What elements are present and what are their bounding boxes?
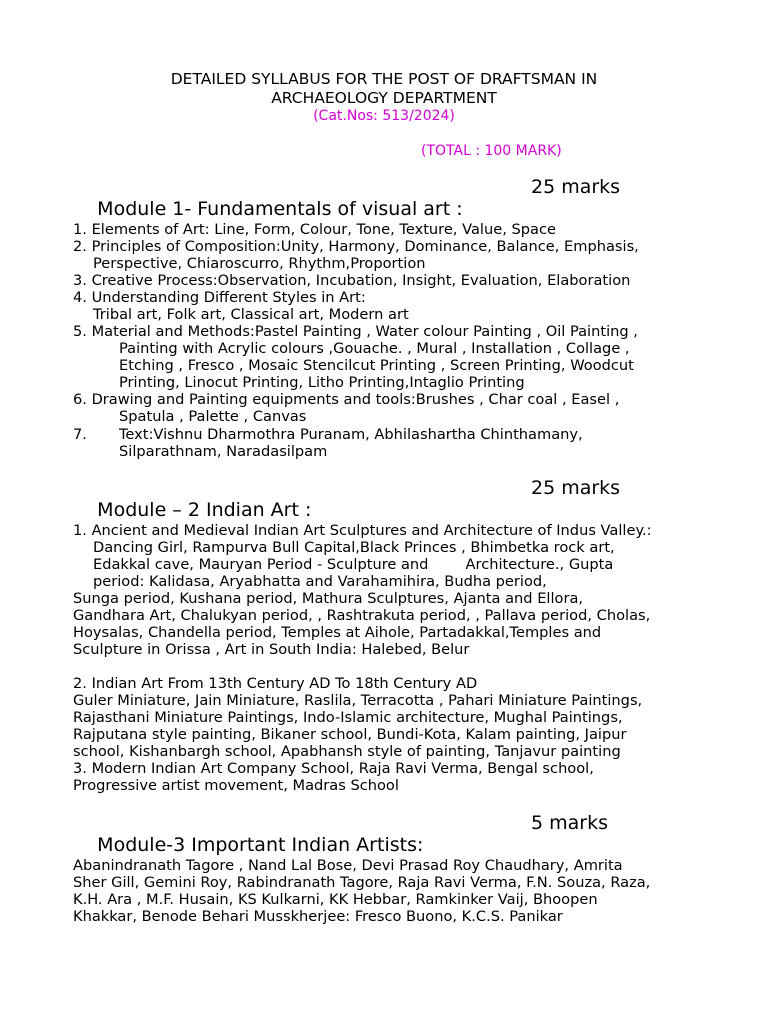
module-1-line: Silparathnam, Naradasilpam	[119, 443, 328, 460]
module-1-title: Module 1- Fundamentals of visual art :	[97, 198, 463, 220]
module-1-line: 2. Principles of Composition:Unity, Harmony, Dominance, Balance, Emphasis,	[73, 238, 639, 255]
module-1-marks: 25 marks	[531, 176, 621, 198]
module-2-line: Guler Miniature, Jain Miniature, Raslila, Terracotta , Pahari Miniature Paintings,	[73, 692, 643, 709]
module-1-line: Tribal art, Folk art, Classical art, Modern art	[93, 306, 409, 323]
module-1-line-number: 7.	[73, 426, 87, 443]
module-3-line: Khakkar, Benode Behari Musskherjee: Fresco Buono, K.C.S. Panikar	[73, 908, 563, 925]
module-1-line: Painting with Acrylic colours ,Gouache. , Mural , Installation , Collage ,	[119, 340, 630, 357]
module-2-marks: 25 marks	[531, 477, 621, 499]
module-2-line: Rajputana style painting, Bikaner school, Bundi-Kota, Kalam painting, Jaipur	[73, 726, 627, 743]
module-2-line: 3. Modern Indian Art Company School, Raja Ravi Verma, Bengal school,	[73, 760, 594, 777]
module-2-line: Progressive artist movement, Madras School	[73, 777, 399, 794]
module-1-line: 4. Understanding Different Styles in Art:	[73, 289, 366, 306]
module-1-line: 6. Drawing and Painting equipments and tools:Brushes , Char coal , Easel ,	[73, 391, 620, 408]
module-2-line: period: Kalidasa, Aryabhatta and Varahamihira, Budha period,	[93, 573, 547, 590]
module-1-line: Perspective, Chiaroscurro, Rhythm,Proportion	[93, 255, 426, 272]
module-3-title: Module-3 Important Indian Artists:	[97, 834, 424, 856]
module-3-line: Sher Gill, Gemini Roy, Rabindranath Tagore, Raja Ravi Verma, F.N. Souza, Raza,	[73, 874, 651, 891]
module-2-line: Sculpture in Orissa , Art in South India: Halebed, Belur	[73, 641, 470, 658]
module-1-line: 3. Creative Process:Observation, Incubation, Insight, Evaluation, Elaboration	[73, 272, 631, 289]
module-1-line: 5. Material and Methods:Pastel Painting , Water colour Painting , Oil Painting ,	[73, 323, 638, 340]
module-2-line: Hoysalas, Chandella period, Temples at Aihole, Partadakkal,Temples and	[73, 624, 602, 641]
module-1-line: 1. Elements of Art: Line, Form, Colour, Tone, Texture, Value, Space	[73, 221, 556, 238]
module-2-line: Rajasthani Miniature Paintings, Indo-Islamic architecture, Mughal Paintings,	[73, 709, 623, 726]
module-2-line: Dancing Girl, Rampurva Bull Capital,Black Princes , Bhimbetka rock art,	[93, 539, 615, 556]
module-2-line: school, Kishanbargh school, Apabhansh style of painting, Tanjavur painting	[73, 743, 621, 760]
module-2-title: Module – 2 Indian Art :	[97, 499, 312, 521]
module-1-line: Etching , Fresco , Mosaic Stencilcut Printing , Screen Printing, Woodcut	[119, 357, 634, 374]
module-1-line: Printing, Linocut Printing, Litho Printing,Intaglio Printing	[119, 374, 525, 391]
module-1-line: Spatula , Palette , Canvas	[119, 408, 307, 425]
category-number: (Cat.Nos: 513/2024)	[313, 108, 455, 124]
document-title-line-2: ARCHAEOLOGY DEPARTMENT	[271, 89, 497, 107]
module-1-line: Text:Vishnu Dharmothra Puranam, Abhilashartha Chinthamany,	[119, 426, 583, 443]
module-3-line: K.H. Ara , M.F. Husain, KS Kulkarni, KK Hebbar, Ramkinker Vaij, Bhoopen	[73, 891, 598, 908]
module-2-line: Edakkal cave, Mauryan Period - Sculpture and Architecture., Gupta	[93, 556, 614, 573]
module-2-line: Sunga period, Kushana period, Mathura Sculptures, Ajanta and Ellora,	[73, 590, 584, 607]
module-3-marks: 5 marks	[531, 812, 608, 834]
module-3-line: Abanindranath Tagore , Nand Lal Bose, Devi Prasad Roy Chaudhary, Amrita	[73, 857, 623, 874]
module-2-line: 2. Indian Art From 13th Century AD To 18th Century AD	[73, 675, 478, 692]
module-2-line: 1. Ancient and Medieval Indian Art Sculptures and Architecture of Indus Valley.:	[73, 522, 652, 539]
document-title-line-1: DETAILED SYLLABUS FOR THE POST OF DRAFTSMAN IN	[170, 70, 598, 88]
total-marks: (TOTAL : 100 MARK)	[421, 143, 562, 159]
module-2-line: Gandhara Art, Chalukyan period, , Rashtrakuta period, , Pallava period, Cholas,	[73, 607, 651, 624]
